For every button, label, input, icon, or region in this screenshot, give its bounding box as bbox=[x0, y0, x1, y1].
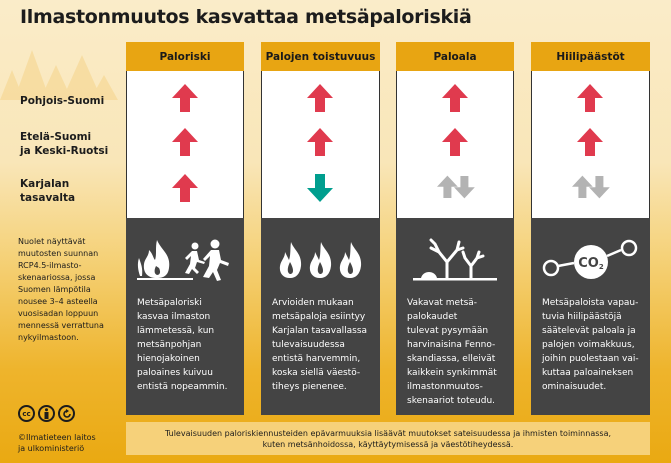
share-alike-icon bbox=[58, 405, 75, 422]
side-note bbox=[18, 236, 118, 344]
row-label-line: Karjalan bbox=[20, 178, 70, 190]
description-line: palokaudet bbox=[407, 312, 458, 322]
description-line: metsänpohjan bbox=[137, 340, 202, 350]
side-note-line: muutosten suunnan bbox=[18, 249, 99, 258]
arrow-up-icon bbox=[442, 84, 468, 116]
description-line: Metsäpaloista vapau- bbox=[542, 298, 639, 308]
description-line: harvinaisina Fenno- bbox=[407, 340, 496, 350]
side-note-line: vuosisadan loppuun bbox=[18, 309, 99, 318]
column-header-palojen-toistuvuus: Palojen toistuvuus bbox=[261, 42, 380, 71]
burnt-trees-icon bbox=[396, 232, 514, 287]
arrow-down-icon bbox=[307, 174, 333, 206]
footer-note-line: kuten metsänhoidossa, käyttäytymisessä ja väestötiheydessä. bbox=[262, 439, 514, 449]
cc-icon: cc bbox=[18, 405, 35, 422]
description-line: säätelevät paloala ja bbox=[542, 326, 636, 336]
description-palojen-toistuvuus bbox=[272, 296, 378, 394]
co2-molecule-icon bbox=[531, 232, 650, 287]
description-line: kaikkein synkimmät bbox=[407, 368, 497, 378]
side-note-line: nykyilmastoon. bbox=[18, 333, 79, 342]
cc-license-badges bbox=[18, 405, 75, 422]
description-line: palojen voimakkuus, bbox=[542, 340, 635, 350]
side-note-line: nousee 3–4 asteella bbox=[18, 297, 98, 306]
arrow-up-icon bbox=[307, 84, 333, 116]
row-label-line: Pohjois-Suomi bbox=[20, 95, 105, 107]
arrow-up-icon bbox=[172, 174, 198, 206]
side-note-line: RCP4.5-ilmasto- bbox=[18, 261, 82, 270]
arrow-up-icon bbox=[577, 84, 603, 116]
description-line: metsäpaloja esiintyy bbox=[272, 312, 366, 322]
page-title: Ilmastonmuutos kasvattaa metsäpaloriskiä bbox=[20, 6, 472, 28]
description-line: hienojakoinen bbox=[137, 354, 200, 364]
description-line: tulevat pysymään bbox=[407, 326, 489, 336]
side-note-line: Nuolet näyttävät bbox=[18, 237, 86, 246]
row-label-etela-suomi bbox=[20, 130, 108, 158]
arrow-up-down-icon bbox=[572, 174, 612, 206]
description-line: kuttaa paloaineksen bbox=[542, 368, 634, 378]
description-line: lämmetessä, kun bbox=[137, 326, 215, 336]
footer-note bbox=[126, 422, 650, 455]
row-label-line: Etelä-Suomi bbox=[20, 131, 92, 143]
description-line: kasvaa ilmaston bbox=[137, 312, 211, 322]
description-line: skandiassa, elleivät bbox=[407, 354, 496, 364]
side-note-line: Suomen lämpötila bbox=[18, 285, 91, 294]
description-line: skenaariot toteudu. bbox=[407, 396, 496, 406]
arrow-up-icon bbox=[577, 128, 603, 160]
description-line: entistä nopeammin. bbox=[137, 382, 228, 392]
description-line: ominaisuudet. bbox=[542, 382, 607, 392]
description-line: Karjalan tasavallassa bbox=[272, 326, 368, 336]
description-paloala bbox=[407, 296, 512, 408]
description-line: tiheys pienenee. bbox=[272, 382, 347, 392]
side-note-line: mennessä verrattuna bbox=[18, 321, 104, 330]
description-line: entistä harvemmin, bbox=[272, 354, 361, 364]
description-line: Metsäpaloriski bbox=[137, 298, 202, 308]
credit-line: ©Ilmatieteen laitos bbox=[18, 433, 96, 442]
svg-text:CO2: CO2 bbox=[577, 255, 604, 271]
three-flames-icon bbox=[261, 232, 380, 287]
row-label-line: ja Keski-Ruotsi bbox=[20, 145, 109, 157]
description-line: tulevaisuudessa bbox=[272, 340, 345, 350]
description-line: tuvia hiilipäästöjä bbox=[542, 312, 622, 322]
footer-note-line: Tulevaisuuden paloriskiennusteiden epävarmuuksia lisäävät muutokset sateisuudessa ja ihmisten toiminnassa, bbox=[164, 428, 612, 438]
description-hiilipaastot bbox=[542, 296, 648, 394]
description-line: koska siellä väestö- bbox=[272, 368, 361, 378]
description-paloriski bbox=[137, 296, 242, 394]
arrow-up-icon bbox=[442, 128, 468, 160]
fire-people-running-icon bbox=[126, 232, 244, 287]
description-line: joihin puolestaan vai- bbox=[542, 354, 639, 364]
row-label-line: tasavalta bbox=[20, 192, 76, 204]
arrow-up-down-icon bbox=[437, 174, 477, 206]
side-note-line: skenaariossa, jossa bbox=[18, 273, 96, 282]
column-header-paloriski: Paloriski bbox=[126, 42, 244, 71]
credit bbox=[18, 432, 96, 454]
arrow-up-icon bbox=[172, 128, 198, 160]
column-header-hiilipaastot: Hiilipäästöt bbox=[531, 42, 650, 71]
row-label-pohjois-suomi bbox=[20, 94, 104, 108]
credit-line: ja ulkoministeriö bbox=[18, 444, 85, 453]
description-line: Arvioiden mukaan bbox=[272, 298, 354, 308]
description-line: paloaines kuivuu bbox=[137, 368, 213, 378]
arrow-up-icon bbox=[172, 84, 198, 116]
description-line: ilmastonmuutos- bbox=[407, 382, 483, 392]
description-line: Vakavat metsä- bbox=[407, 298, 478, 308]
by-attribution-icon bbox=[38, 405, 55, 422]
arrow-up-icon bbox=[307, 128, 333, 160]
column-header-paloala: Paloala bbox=[396, 42, 514, 71]
row-label-karjala bbox=[20, 177, 75, 205]
